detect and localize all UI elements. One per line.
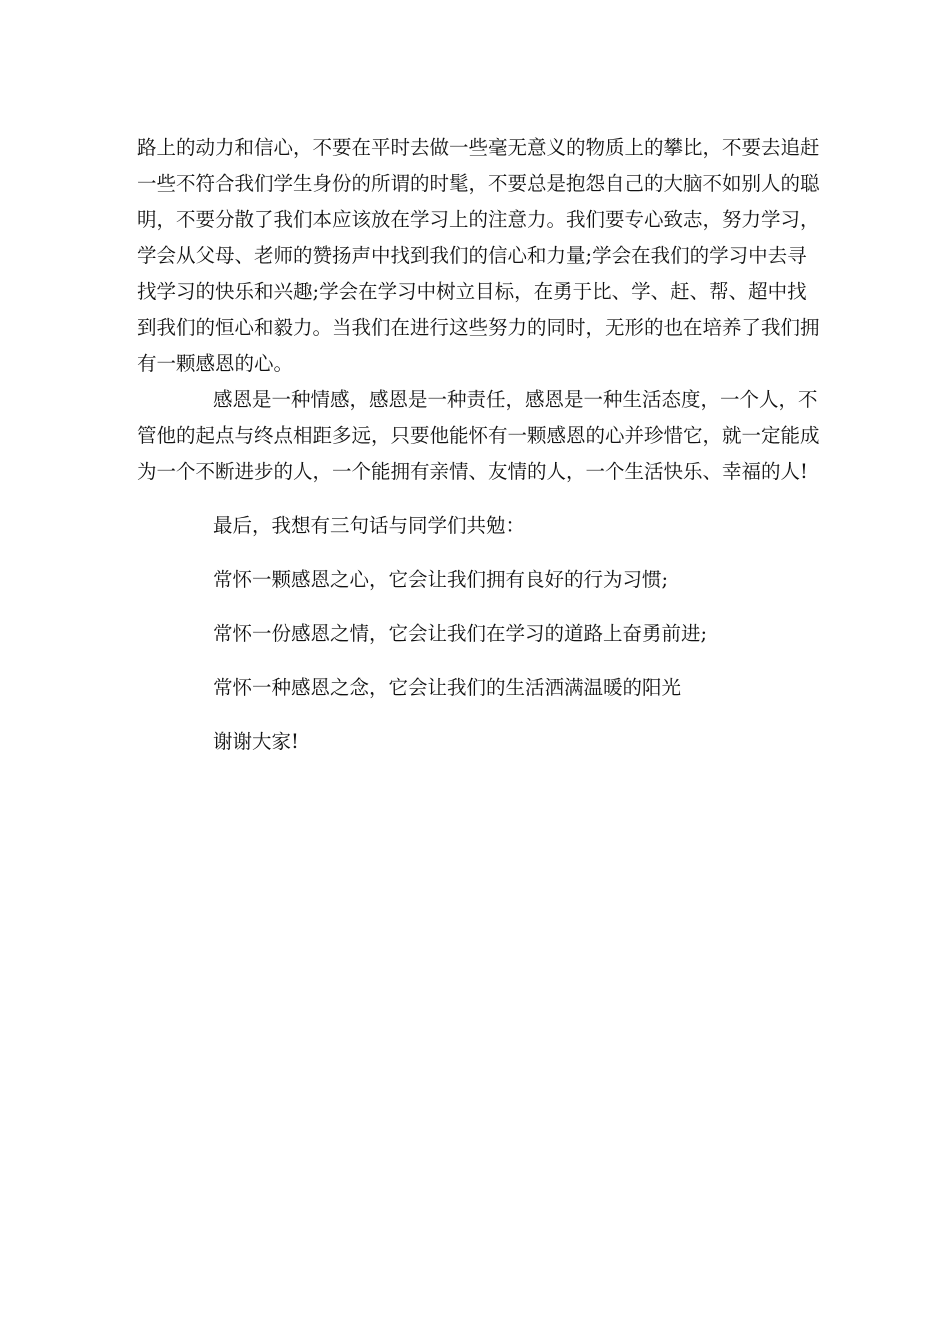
quote-line: 常怀一颗感恩之心，它会让我们拥有良好的行为习惯; <box>213 568 669 591</box>
paragraph-line: 到我们的恒心和毅力。当我们在进行这些努力的同时，无形的也在培养了我们拥 <box>137 316 820 339</box>
paragraph-line: 路上的动力和信心，不要在平时去做一些毫无意义的物质上的攀比，不要去追赶 <box>137 136 820 159</box>
paragraph-line: 一些不符合我们学生身份的所谓的时髦，不要总是抱怨自己的大脑不如别人的聪 <box>137 172 820 195</box>
quote-line: 常怀一份感恩之情，它会让我们在学习的道路上奋勇前进; <box>213 622 708 645</box>
quote-line: 常怀一种感恩之念，它会让我们的生活洒满温暖的阳光 <box>213 676 682 699</box>
paragraph-line: 明，不要分散了我们本应该放在学习上的注意力。我们要专心致志，努力学习， <box>137 208 820 231</box>
closing-line: 谢谢大家! <box>213 730 299 753</box>
paragraph-line: 找学习的快乐和兴趣;学会在学习中树立目标，在勇于比、学、赶、帮、超中找 <box>137 280 807 303</box>
intro-line: 最后，我想有三句话与同学们共勉： <box>213 514 526 537</box>
paragraph-line: 管他的起点与终点相距多远，只要他能怀有一颗感恩的心并珍惜它，就一定能成 <box>137 424 820 447</box>
paragraph-line: 为一个不断进步的人，一个能拥有亲情、友情的人，一个生活快乐、幸福的人! <box>137 460 808 483</box>
paragraph-line: 感恩是一种情感，感恩是一种责任，感恩是一种生活态度，一个人，不 <box>213 388 818 411</box>
paragraph-line: 有一颗感恩的心。 <box>137 352 294 375</box>
paragraph-line: 学会从父母、老师的赞扬声中找到我们的信心和力量;学会在我们的学习中去寻 <box>137 244 807 267</box>
